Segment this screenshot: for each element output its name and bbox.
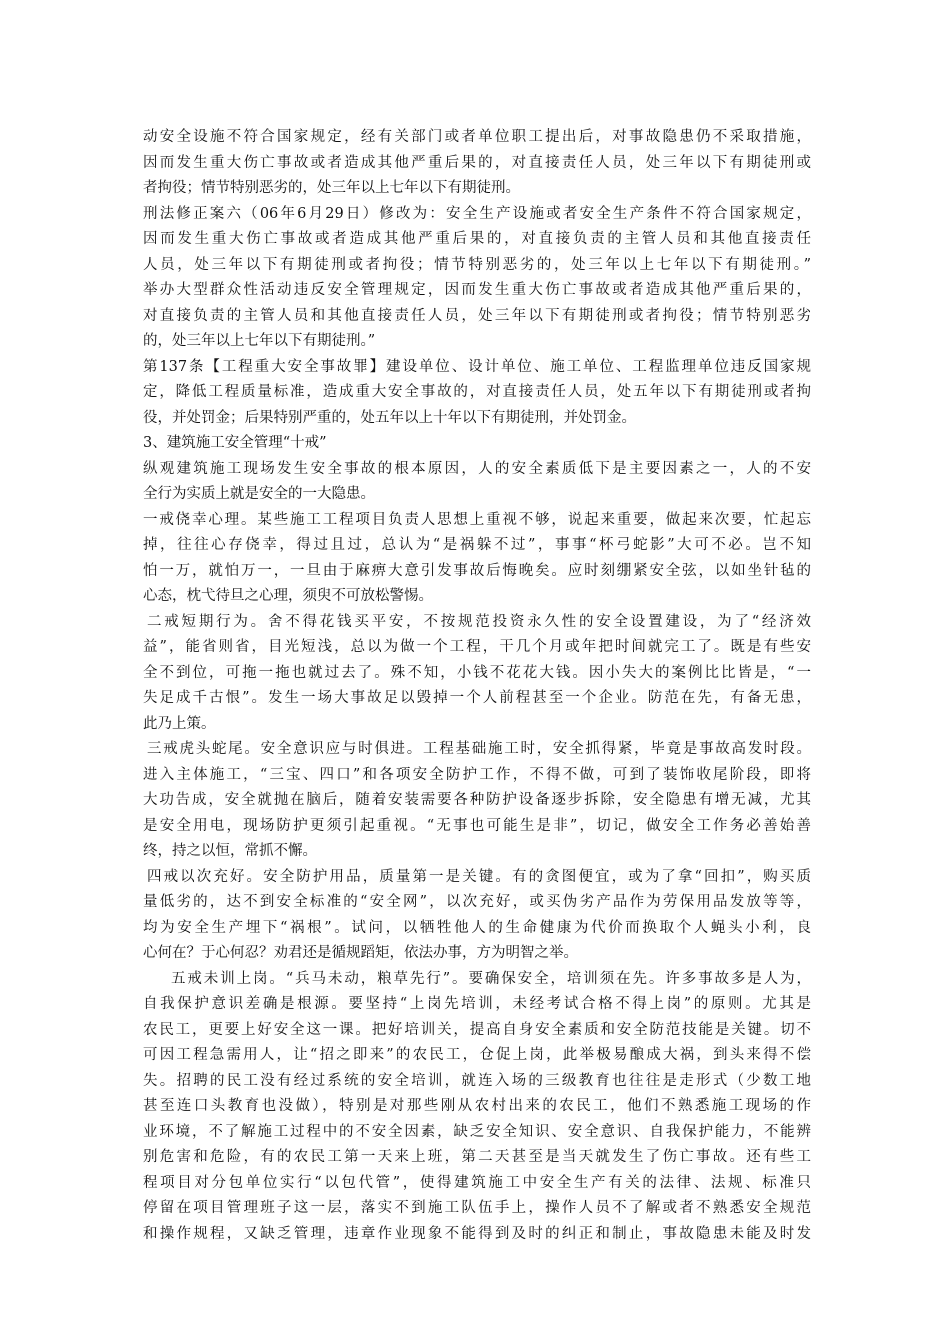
text-line: 对直接负责的主管人员和其他直接责任人员，处三年以下有期徒刑或者拘役；情节特别恶劣 xyxy=(143,307,811,324)
text-line: 怕一万，就怕万一，一旦由于麻痹大意引发事故后悔晚矣。应时刻绷紧安全弦，以如坐针毡的 xyxy=(143,562,811,579)
text-line: 停留在项目管理班子这一层，落实不到施工队伍手上，操作人员不了解或者不熟悉安全规范 xyxy=(143,1200,811,1216)
text-line: 三戒虎头蛇尾。安全意识应与时俱进。工程基础施工时，安全抓得紧，毕竟是事故高发时段。 xyxy=(147,741,811,757)
text-line: 程项目对分包单位实行“以包代管”，使得建筑施工中安全生产有关的法律、法规、标准只 xyxy=(143,1174,811,1191)
text-line: 四戒以次充好。安全防护用品，质量第一是关键。有的贪图便宜，或为了拿“回扣”，购买质 xyxy=(147,868,811,885)
text-line: 第137条【工程重大安全事故罪】建设单位、设计单位、施工单位、工程监理单位违反国家规 xyxy=(143,358,811,375)
text-line: 掉，往往心存侥幸，得过且过，总认为“是祸躲不过”，事事“杯弓蛇影”大可不必。岂不知 xyxy=(143,537,811,553)
text-line: 人员，处三年以下有期徒刑或者拘役；情节特别恶劣的，处三年以上七年以下有期徒刑。” xyxy=(143,256,811,273)
text-line: 二戒短期行为。舍不得花钱买平安，不按规范投资永久性的安全设置建设，为了“经济效 xyxy=(147,613,811,630)
text-line: 因而发生重大伤亡事故或者造成其他严重后果的，对直接负责的主管人员和其他直接责任 xyxy=(143,231,811,247)
text-line: 全行为实质上就是安全的一大隐患。 xyxy=(143,486,375,502)
text-line: 可因工程急需用人，让“招之即来”的农民工，仓促上岗，此举极易酿成大祸，到头来得不偿 xyxy=(143,1047,811,1063)
text-line: 和操作规程，又缺乏管理，违章作业现象不能得到及时的纠正和制止，事故隐患未能及时发 xyxy=(143,1225,811,1242)
text-line: 终，持之以恒，常抓不懈。 xyxy=(143,843,317,859)
text-line: 量低劣的，达不到安全标准的“安全网”，以次充好，或买伪劣产品作为劳保用品发放等等， xyxy=(143,894,811,910)
text-line: 纵观建筑施工现场发生安全事故的根本原因，人的安全素质低下是主要因素之一，人的不安 xyxy=(143,460,811,477)
text-line: 是安全用电，现场防护更须引起重视。“无事也可能生是非”，切记，做安全工作务必善始善 xyxy=(143,817,811,834)
text-line: 五戒未训上岗。“兵马未动，粮草先行”。要确保安全，培训须在先。许多事故多是人为， xyxy=(171,970,811,987)
text-line: 此乃上策。 xyxy=(143,715,216,732)
text-line: 因而发生重大伤亡事故或者造成其他严重后果的，对直接责任人员，处三年以下有期徒刑或 xyxy=(143,154,811,171)
text-line: 一戒侥幸心理。某些施工工程项目负责人思想上重视不够，说起来重要，做起来次要，忙起忘 xyxy=(143,511,811,528)
text-line: 动安全设施不符合国家规定，经有关部门或者单位职工提出后，对事故隐患仍不采取措施， xyxy=(143,129,811,145)
text-line: 业环境，不了解施工过程中的不安全因素，缺乏安全知识、安全意识、自我保护能力，不能辨 xyxy=(143,1123,811,1140)
text-line: 自我保护意识差确是根源。要坚持“上岗先培训，未经考试合格不得上岗”的原则。尤其是 xyxy=(143,996,811,1012)
text-line: 役，并处罚金；后果特别严重的，处五年以上十年以下有期徒刑，并处罚金。 xyxy=(143,409,636,426)
text-line: 均为安全生产埋下“祸根”。试问，以牺牲他人的生命健康为代价而换取个人蝇头小利，良 xyxy=(143,919,811,936)
text-line: 甚至连口头教育也没做），特别是对那些刚从农村出来的农民工，他们不熟悉施工现场的作 xyxy=(143,1098,811,1114)
text-line: 大功告成，安全就抛在脑后，随着安装需要各种防护设备逐步拆除，安全隐患有增无减，尤其 xyxy=(143,792,811,808)
text-line: 心何在？于心何忍？劝君还是循规蹈矩，依法办事，方为明智之举。 xyxy=(143,945,578,961)
text-line: 刑法修正案六（06年6月29日）修改为：安全生产设施或者安全生产条件不符合国家规定， xyxy=(143,205,811,222)
text-line: 举办大型群众性活动违反安全管理规定，因而发生重大伤亡事故或者造成其他严重后果的， xyxy=(143,282,811,298)
text-line: 进入主体施工，“三宝、四口”和各项安全防护工作，不得不做，可到了装饰收尾阶段，即将 xyxy=(143,766,811,783)
text-line: 定，降低工程质量标准，造成重大安全事故的，对直接责任人员，处五年以下有期徒刑或者拘 xyxy=(143,384,811,400)
text-line: 的，处三年以上七年以下有期徒刑。” xyxy=(143,333,376,349)
text-line: 全不到位，可拖一拖也就过去了。殊不知，小钱不花花大钱。因小失大的案例比比皆是，“一 xyxy=(143,664,811,681)
text-line: 失。招聘的民工没有经过系统的安全培训，就连入场的三级教育也往往是走形式（少数工地 xyxy=(143,1072,811,1089)
text-line: 农民工，更要上好安全这一课。把好培训关，提高自身安全素质和安全防范技能是关键。切不 xyxy=(143,1021,811,1038)
text-line: 者拘役；情节特别恶劣的，处三年以上七年以下有期徒刑。 xyxy=(143,180,520,196)
document-body xyxy=(143,125,811,1247)
text-line: 益”，能省则省，目光短浅，总以为做一个工程，干几个月或年把时间就完工了。既是有些安 xyxy=(143,639,811,655)
text-line: 3、建筑施工安全管理“十戒” xyxy=(143,435,327,451)
text-line: 心态，枕弋待旦之心理，须臾不可放松警惕。 xyxy=(143,588,433,604)
text-line: 失足成千古恨”。发生一场大事故足以毁掉一个人前程甚至一个企业。防范在先，有备无患， xyxy=(143,690,811,706)
text-line: 别危害和危险，有的农民工第一天来上班，第二天甚至是当天就发生了伤亡事故。还有些工 xyxy=(143,1149,811,1165)
